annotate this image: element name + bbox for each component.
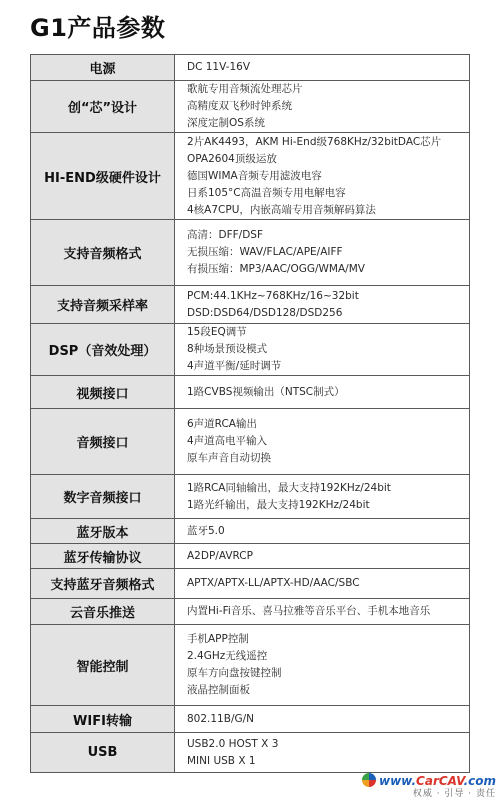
spec-label: 支持音频格式: [31, 220, 175, 286]
spec-value: [175, 544, 470, 569]
spec-value-line: 内置Hi-Fi音乐、喜马拉雅等音乐平台、手机本地音乐: [187, 605, 431, 617]
spec-value-line: 原车声音自动切换: [187, 452, 271, 464]
spec-row: [31, 376, 470, 409]
spec-value: [175, 409, 470, 475]
spec-value-line: 高清：DFF/DSF: [187, 229, 263, 241]
spec-value-line: 德国WIMA音频专用滤波电容: [187, 169, 322, 182]
spec-value-line: 原车方向盘按键控制: [187, 667, 282, 679]
spec-row: [31, 706, 470, 733]
watermark-url: www.CarCAV.com: [362, 773, 496, 788]
spec-label: 创“芯”设计: [31, 81, 175, 133]
spec-value-line: 1路CVBS视频输出（NTSC制式）: [187, 385, 345, 398]
spec-value-line: 歌航专用音频流处理芯片: [187, 83, 303, 95]
spec-value-line: APTX/APTX-LL/APTX-HD/AAC/SBC: [187, 577, 360, 589]
spec-value-line: 4声道高电平输入: [187, 435, 268, 447]
spec-value-line: 高精度双飞秒时钟系统: [187, 100, 292, 112]
spec-row: [31, 544, 470, 569]
spec-label: HI-END级硬件设计: [31, 133, 175, 220]
spec-value-line: 有损压缩：MP3/AAC/OGG/WMA/MV: [187, 263, 365, 275]
spec-value: [175, 324, 470, 376]
spec-value-line: 1路光纤输出，最大支持192KHz/24bit: [187, 498, 370, 511]
spec-value-line: 2.4GHz无线遥控: [187, 650, 268, 662]
spec-table: [30, 54, 470, 773]
spec-label: 智能控制: [31, 625, 175, 706]
spec-label: 云音乐推送: [31, 599, 175, 625]
spec-label: 支持音频采样率: [31, 286, 175, 324]
spec-value: [175, 81, 470, 133]
spec-label: 数字音频接口: [31, 475, 175, 519]
spec-value: [175, 569, 470, 599]
spec-row: [31, 569, 470, 599]
spec-label: WIFI转输: [31, 706, 175, 733]
spec-row: [31, 81, 470, 133]
spec-value: [175, 625, 470, 706]
spec-value-line: 4声道平衡/延时调节: [187, 360, 282, 372]
spec-value: [175, 220, 470, 286]
spec-value: [175, 376, 470, 409]
spec-label: DSP（音效处理）: [31, 324, 175, 376]
spec-value-line: 深度定制OS系统: [187, 117, 265, 129]
spec-value-line: 2片AK4493，AKM Hi-End级768KHz/32bitDAC芯片: [187, 135, 442, 148]
spec-value-line: DSD:DSD64/DSD128/DSD256: [187, 306, 343, 319]
spec-value-line: MINI USB X 1: [187, 754, 256, 767]
spec-value-line: OPA2604顶级运放: [187, 152, 277, 165]
spec-value: [175, 286, 470, 324]
spec-value-line: A2DP/AVRCP: [187, 549, 253, 562]
spec-value: [175, 706, 470, 733]
spec-row: [31, 599, 470, 625]
spec-value: [175, 519, 470, 544]
site-watermark: [362, 773, 496, 801]
spec-value-line: 802.11B/G/N: [187, 712, 255, 725]
spec-row: [31, 733, 470, 773]
spec-label: 支持蓝牙音频格式: [31, 569, 175, 599]
spec-row: [31, 409, 470, 475]
spec-row: [31, 625, 470, 706]
spec-value-line: 日系105°C高温音频专用电解电容: [187, 186, 346, 199]
spec-row: [31, 475, 470, 519]
spec-label: 电源: [31, 55, 175, 81]
spec-value: [175, 599, 470, 625]
spec-value-line: 6声道RCA输出: [187, 418, 257, 430]
spec-value-line: 手机APP控制: [187, 633, 249, 645]
spec-value: [175, 733, 470, 773]
spec-row: [31, 55, 470, 81]
spec-value-line: 蓝牙5.0: [187, 524, 225, 537]
spec-value-line: 液晶控制面板: [187, 684, 250, 696]
spec-value-line: DC 11V-16V: [187, 61, 251, 73]
spec-row: [31, 133, 470, 220]
spec-value: [175, 133, 470, 220]
page-title: G1产品参数: [30, 14, 166, 42]
spec-value-line: USB2.0 HOST X 3: [187, 737, 279, 750]
spec-label: 蓝牙版本: [31, 519, 175, 544]
spec-value-line: 8种场景预设模式: [187, 343, 268, 355]
spec-label: 音频接口: [31, 409, 175, 475]
spec-value-line: 1路RCA同轴输出，最大支持192KHz/24bit: [187, 481, 391, 494]
spec-row: [31, 220, 470, 286]
watermark-slogan: 权威 · 引导 · 责任: [412, 789, 496, 799]
spec-value-line: 15段EQ调节: [187, 326, 247, 338]
spec-label: 蓝牙传输协议: [31, 544, 175, 569]
spec-label: USB: [31, 733, 175, 773]
spec-row: [31, 286, 470, 324]
spec-value: [175, 475, 470, 519]
spec-value: [175, 55, 470, 81]
site-logo-icon: [362, 773, 376, 787]
spec-value-line: PCM:44.1KHz~768KHz/16~32bit: [187, 289, 359, 302]
spec-value-line: 4核A7CPU，内嵌高端专用音频解码算法: [187, 203, 376, 216]
spec-row: [31, 324, 470, 376]
spec-value-line: 无损压缩：WAV/FLAC/APE/AIFF: [187, 246, 343, 258]
spec-label: 视频接口: [31, 376, 175, 409]
spec-row: [31, 519, 470, 544]
